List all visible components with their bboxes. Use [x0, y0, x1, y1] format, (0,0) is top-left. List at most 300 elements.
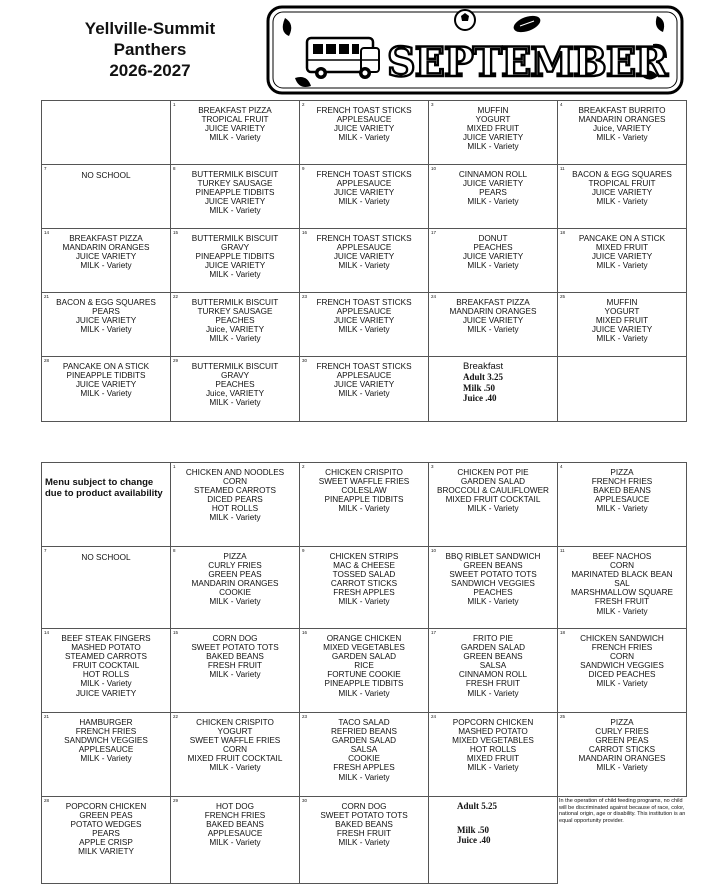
day-cell: [558, 629, 687, 713]
menu-item: POPCORN CHICKEN: [452, 718, 534, 727]
menu-item: APPLESAUCE: [207, 829, 263, 839]
menu-item: MILK - Variety: [209, 334, 261, 344]
menu-items: [300, 713, 428, 782]
menu-items: [558, 165, 686, 206]
day-cell: [171, 547, 300, 629]
day-cell: [300, 629, 429, 713]
menu-item: MILK - Variety: [596, 133, 648, 143]
day-cell: [171, 293, 300, 357]
nondiscrimination-statement: In the operation of child feeding programs, no child will be discriminated against because of race, color, national origin, age or disability. This institution is an equal opportunity provider.: [559, 798, 691, 824]
menu-item: MANDARIN ORANGES: [62, 243, 150, 253]
day-number: 15: [173, 630, 179, 635]
day-cell: [429, 463, 558, 547]
menu-item: BUTTERMILK BISCUIT: [191, 298, 279, 307]
lunch-calendar: [41, 462, 687, 884]
menu-item: MILK - Variety: [338, 389, 390, 399]
day-cell: [558, 293, 687, 357]
menu-item: GREEN PEAS: [595, 736, 649, 746]
menu-item: PEARS: [479, 188, 507, 198]
school-bus-icon: [307, 38, 379, 79]
menu-item: MIXED VEGETABLES: [323, 643, 405, 653]
menu-item: Juice, VARIETY: [592, 124, 652, 134]
menu-items: [42, 547, 170, 562]
menu-item: FRENCH FRIES: [204, 811, 266, 821]
menu-item: BBQ RIBLET SANDWICH: [445, 552, 541, 561]
menu-item: MILK - Variety: [467, 325, 519, 335]
menu-item: CORN: [222, 477, 248, 487]
school-heading: [60, 18, 240, 81]
menu-items: [42, 229, 170, 270]
menu-item: JUICE VARIETY: [462, 252, 524, 262]
day-cell: [429, 797, 558, 884]
menu-item: SWEET WAFFLE FRIES: [189, 736, 281, 746]
menu-item: FRESH FRUIT: [465, 679, 521, 689]
menu-item: BAKED BEANS: [206, 820, 264, 830]
menu-items: [171, 629, 299, 679]
menu-item: FRENCH FRIES: [591, 477, 653, 487]
menu-item: YOGURT: [475, 115, 511, 125]
menu-item: TACO SALAD: [338, 718, 390, 727]
day-number: 4: [560, 102, 563, 107]
menu-items: [42, 797, 170, 857]
day-cell: [558, 547, 687, 629]
menu-item: JUICE VARIETY: [333, 316, 395, 326]
menu-item: MILK - Variety: [596, 261, 648, 271]
menu-item: JUICE VARIETY: [462, 316, 524, 326]
menu-item: MILK - Variety: [338, 504, 390, 514]
menu-item: BEEF NACHOS: [592, 552, 652, 561]
menu-item: JUICE VARIETY: [462, 133, 524, 143]
menu-item: FRESH FRUIT: [207, 661, 263, 671]
menu-item: Juice, VARIETY: [205, 389, 265, 399]
day-cell: [558, 797, 687, 884]
day-cell: [171, 463, 300, 547]
menu-items: [171, 101, 299, 142]
menu-items: [300, 463, 428, 513]
menu-item: MILK VARIETY: [78, 847, 134, 857]
day-number: 10: [431, 548, 437, 553]
day-number: 29: [173, 358, 179, 363]
menu-items: [171, 229, 299, 279]
menu-items: [558, 629, 686, 689]
menu-item: GREEN PEAS: [79, 811, 133, 821]
menu-item: BACON & EGG SQUARES: [572, 170, 672, 179]
menu-item: PINEAPPLE TIDBITS: [324, 679, 404, 689]
menu-item: DICED PEACHES: [588, 670, 656, 680]
menu-item: JUICE VARIETY: [204, 261, 266, 271]
day-cell: [42, 713, 171, 797]
menu-item: PEACHES: [473, 588, 513, 598]
menu-items: [42, 357, 170, 398]
week-row: [42, 165, 687, 229]
menu-item: STEAMED CARROTS: [194, 486, 276, 496]
month-title: SEPTEMBER: [387, 39, 669, 86]
day-number: 2: [302, 102, 305, 107]
menu-item: FRESH APPLES: [333, 763, 395, 773]
menu-item: MILK - Variety: [338, 688, 390, 698]
day-number: 11: [560, 166, 565, 171]
day-number: 9: [302, 166, 305, 171]
menu-items: [171, 797, 299, 847]
day-cell: [42, 629, 171, 713]
menu-item: BREAKFAST PIZZA: [198, 106, 272, 115]
menu-item: SWEET WAFFLE FRIES: [318, 477, 410, 487]
day-number: 18: [560, 630, 566, 635]
day-number: 8: [173, 548, 176, 553]
menu-item: PIZZA: [610, 468, 634, 477]
menu-item: FRENCH FRIES: [75, 727, 137, 737]
menu-item: HOT ROLLS: [469, 745, 517, 755]
menu-item: CHICKEN CRISPITO: [325, 468, 403, 477]
menu-item: MILK - Variety: [596, 606, 648, 616]
menu-item: MILK - Variety: [467, 261, 519, 271]
day-number: 23: [302, 294, 308, 299]
menu-item: CORN DOG: [212, 634, 258, 643]
day-cell: [171, 797, 300, 884]
day-cell: [300, 165, 429, 229]
day-number: 28: [44, 798, 50, 803]
menu-item: GREEN BEANS: [463, 561, 523, 571]
menu-item: APPLESAUCE: [336, 243, 392, 253]
menu-items: [42, 293, 170, 334]
menu-item: NO SCHOOL: [81, 171, 131, 180]
week-row: [42, 797, 687, 884]
menu-item: BEEF STEAK FINGERS: [61, 634, 151, 643]
menu-item: CHICKEN POT PIE: [457, 468, 529, 477]
menu-item: TOSSED SALAD: [332, 570, 396, 580]
menu-item: REFRIED BEANS: [331, 727, 397, 737]
menu-items: [300, 797, 428, 847]
menu-item: YOGURT: [217, 727, 253, 737]
menu-item: APPLESAUCE: [336, 179, 392, 189]
menu-item: MILK - Variety: [209, 838, 261, 848]
menu-items: [558, 357, 686, 362]
menu-item: MILK - Variety: [209, 270, 261, 280]
menu-item: MILK - Variety: [467, 763, 519, 773]
menu-item: PINEAPPLE TIDBITS: [195, 252, 275, 262]
menu-item: APPLESAUCE: [336, 115, 392, 125]
price-line: Milk .50: [463, 382, 496, 393]
menu-item: APPLESAUCE: [78, 745, 134, 755]
menu-item: GREEN PEAS: [208, 570, 262, 580]
menu-item: MARINATED BLACK BEAN: [571, 570, 673, 580]
menu-item: PEACHES: [215, 316, 255, 326]
menu-item: MILK - Variety: [596, 763, 648, 773]
day-cell: [429, 229, 558, 293]
menu-item: CORN DOG: [341, 802, 387, 811]
menu-item: BAKED BEANS: [335, 820, 393, 830]
menu-item: MILK - Variety: [467, 197, 519, 207]
soccer-ball-icon: [455, 10, 475, 30]
menu-item: MILK - Variety: [209, 670, 261, 680]
menu-item: APPLESAUCE: [594, 495, 650, 505]
menu-item: MILK - Variety: [338, 597, 390, 607]
menu-item: CHICKEN AND NOODLES: [185, 468, 285, 477]
day-cell: [300, 463, 429, 547]
menu-items: [171, 293, 299, 343]
menu-item: MILK - Variety: [80, 261, 132, 271]
day-number: 21: [44, 294, 50, 299]
day-cell: [300, 293, 429, 357]
menu-item: MANDARIN ORANGES: [578, 115, 666, 125]
day-number: 3: [431, 464, 434, 469]
day-cell: [429, 629, 558, 713]
day-number: 24: [431, 714, 437, 719]
menu-item: CORN: [609, 561, 635, 571]
menu-item: JUICE VARIETY: [591, 325, 653, 335]
menu-item: JUICE VARIETY: [204, 124, 266, 134]
day-number: 30: [302, 798, 308, 803]
week-row: [42, 629, 687, 713]
menu-item: MILK - Variety: [596, 679, 648, 689]
day-number: 7: [44, 166, 47, 171]
menu-item: MILK - Variety: [467, 142, 519, 152]
menu-item: ORANGE CHICKEN: [326, 634, 402, 643]
price-line: Juice .40: [457, 835, 491, 845]
day-cell: [42, 463, 171, 547]
menu-item: JUICE VARIETY: [462, 179, 524, 189]
menu-item: CORN: [222, 745, 248, 755]
menu-item: MUFFIN: [477, 106, 509, 115]
menu-item: BAKED BEANS: [593, 486, 651, 496]
menu-item: MILK - Variety: [80, 679, 132, 689]
menu-item: JUICE VARIETY: [75, 252, 137, 262]
menu-item: GARDEN SALAD: [331, 736, 397, 746]
menu-items: [429, 165, 557, 206]
menu-item: PINEAPPLE TIDBITS: [324, 495, 404, 505]
menu-item: STEAMED CARROTS: [65, 652, 147, 662]
menu-item: BAKED BEANS: [206, 652, 264, 662]
day-cell: [300, 357, 429, 422]
menu-item: JUICE VARIETY: [591, 188, 653, 198]
day-cell: [42, 293, 171, 357]
week-row: [42, 547, 687, 629]
menu-item: MIXED VEGETABLES: [452, 736, 534, 746]
menu-item: CARROT STICKS: [330, 579, 398, 589]
day-number: 25: [560, 294, 566, 299]
menu-items: [429, 713, 557, 773]
day-cell: [42, 357, 171, 422]
menu-item: MILK - Variety: [80, 325, 132, 335]
menu-item: MILK - Variety: [338, 772, 390, 782]
day-number: 17: [431, 230, 437, 235]
day-number: 7: [44, 548, 47, 553]
day-cell: [42, 797, 171, 884]
menu-item: SWEET POTATO TOTS: [320, 811, 408, 821]
menu-item: HOT ROLLS: [211, 504, 259, 514]
menu-item: PEACHES: [473, 243, 513, 253]
menu-item: TROPICAL FRUIT: [201, 115, 269, 125]
menu-items: [429, 101, 557, 151]
day-number: 18: [560, 230, 566, 235]
menu-item: COLESLAW: [341, 486, 387, 496]
menu-items: [171, 547, 299, 607]
week-row: [42, 101, 687, 165]
menu-item: APPLESAUCE: [336, 307, 392, 317]
price-heading: Breakfast: [463, 361, 504, 372]
menu-item: PINEAPPLE TIDBITS: [66, 371, 146, 381]
menu-items: [558, 101, 686, 142]
menu-items: [300, 547, 428, 607]
week-row: [42, 463, 687, 547]
menu-item: JUICE VARIETY: [333, 188, 395, 198]
menu-item: PIZZA: [223, 552, 247, 561]
day-cell: [429, 101, 558, 165]
day-cell: [429, 713, 558, 797]
day-cell: [171, 629, 300, 713]
menu-item: GARDEN SALAD: [460, 643, 526, 653]
menu-item: GRAVY: [220, 243, 250, 253]
menu-items: [558, 463, 686, 513]
menu-item: MANDARIN ORANGES: [449, 307, 537, 317]
menu-item: BUTTERMILK BISCUIT: [191, 234, 279, 243]
school-mascot: Panthers: [113, 40, 187, 59]
day-cell: [558, 357, 687, 422]
menu-item: MILK - Variety: [596, 197, 648, 207]
menu-item: HAMBURGER: [79, 718, 133, 727]
menu-item: FRENCH TOAST STICKS: [316, 170, 412, 179]
menu-items: [300, 357, 428, 398]
menu-item: MASHED POTATO: [71, 643, 141, 653]
lunch-prices: [429, 797, 557, 846]
day-number: 30: [302, 358, 308, 363]
day-number: 23: [302, 714, 308, 719]
day-cell: [300, 101, 429, 165]
menu-item: DONUT: [478, 234, 508, 243]
menu-items: [171, 357, 299, 407]
day-number: 14: [44, 230, 50, 235]
menu-item: MILK - Variety: [209, 763, 261, 773]
day-cell: [558, 165, 687, 229]
menu-item: TURKEY SAUSAGE: [197, 179, 273, 189]
menu-item: DICED PEARS: [207, 495, 263, 505]
day-cell: [558, 229, 687, 293]
menu-items: [300, 165, 428, 206]
menu-item: PEARS: [92, 307, 120, 317]
day-number: 15: [173, 230, 179, 235]
school-year: 2026-2027: [109, 61, 191, 80]
menu-item: MILK - Variety: [467, 688, 519, 698]
menu-item: BREAKFAST BURRITO: [578, 106, 666, 115]
menu-change-note: Menu subject to change due to product availability: [45, 477, 163, 499]
menu-item: COOKIE: [219, 588, 251, 598]
breakfast-prices: [429, 357, 557, 404]
day-number: 11: [560, 548, 565, 553]
menu-item: MILK - Variety: [338, 838, 390, 848]
menu-items: [558, 293, 686, 343]
day-cell: [171, 229, 300, 293]
menu-item: CINNAMON ROLL: [458, 170, 528, 179]
menu-item: JUICE VARIETY: [591, 252, 653, 262]
menu-item: MILK - Variety: [209, 133, 261, 143]
day-cell: [42, 101, 171, 165]
menu-item: GARDEN SALAD: [460, 477, 526, 487]
menu-item: SANDWICH VEGGIES: [580, 661, 664, 671]
menu-item: BROCCOLI & CAULIFLOWER: [437, 486, 549, 496]
menu-item: POPCORN CHICKEN: [65, 802, 147, 811]
menu-item: FRENCH TOAST STICKS: [316, 362, 412, 371]
menu-item: CHICKEN SANDWICH: [580, 634, 664, 643]
menu-item: CHICKEN STRIPS: [329, 552, 399, 561]
menu-item: SANDWICH VEGGIES: [451, 579, 535, 589]
menu-item: SWEET POTATO TOTS: [449, 570, 537, 580]
menu-item: APPLESAUCE: [336, 371, 392, 381]
menu-item: MIXED FRUIT COCKTAIL: [445, 495, 541, 505]
day-cell: [429, 165, 558, 229]
menu-item: SAL: [614, 579, 630, 589]
day-cell: [42, 229, 171, 293]
day-cell: [558, 713, 687, 797]
menu-item: MILK - Variety: [209, 513, 261, 523]
menu-item: JUICE VARIETY: [333, 124, 395, 134]
menu-item: FRENCH TOAST STICKS: [316, 106, 412, 115]
menu-item: MASHED POTATO: [458, 727, 528, 737]
menu-item: MIXED FRUIT: [595, 316, 649, 326]
menu-item: PANCAKE ON A STICK: [578, 234, 666, 243]
menu-item: PEACHES: [215, 380, 255, 390]
menu-item: FRUIT COCKTAIL: [72, 661, 140, 671]
menu-item: BUTTERMILK BISCUIT: [191, 362, 279, 371]
menu-item: CURLY FRIES: [595, 727, 649, 737]
day-cell: [300, 547, 429, 629]
menu-item: MILK - Variety: [338, 261, 390, 271]
menu-items: [429, 547, 557, 607]
day-number: 22: [173, 294, 179, 299]
menu-item: BUTTERMILK BISCUIT: [191, 170, 279, 179]
day-number: 1: [173, 102, 176, 107]
day-number: 16: [302, 630, 308, 635]
day-cell: [300, 797, 429, 884]
september-banner: [265, 4, 685, 96]
menu-item: SWEET POTATO TOTS: [191, 643, 279, 653]
day-cell: [171, 713, 300, 797]
menu-item: MARSHMALLOW SQUARE: [571, 588, 673, 598]
menu-item: PIZZA: [610, 718, 634, 727]
day-number: 25: [560, 714, 566, 719]
day-cell: [558, 101, 687, 165]
day-cell: [171, 165, 300, 229]
day-cell: [429, 293, 558, 357]
day-cell: [300, 229, 429, 293]
day-number: 9: [302, 548, 305, 553]
day-number: 1: [173, 464, 176, 469]
menu-item: TROPICAL FRUIT: [588, 179, 656, 189]
price-line: Milk .50: [457, 824, 490, 835]
menu-item: FRENCH TOAST STICKS: [316, 234, 412, 243]
day-number: 8: [173, 166, 176, 171]
menu-item: COOKIE: [348, 754, 380, 764]
menu-items: [300, 293, 428, 334]
day-number: 28: [44, 358, 50, 363]
menu-item: JUICE VARIETY: [75, 380, 137, 390]
day-number: 21: [44, 714, 50, 719]
menu-item: CHICKEN CRISPITO: [196, 718, 274, 727]
menu-item: JUICE VARIETY: [333, 380, 395, 390]
menu-items: [558, 229, 686, 270]
menu-item: MILK - Variety: [80, 754, 132, 764]
menu-item: FRESH FRUIT: [336, 829, 392, 839]
menu-items: [171, 463, 299, 523]
day-cell: [300, 713, 429, 797]
menu-items: [300, 629, 428, 698]
menu-item: SALSA: [350, 745, 378, 755]
menu-item: Juice, VARIETY: [205, 325, 265, 335]
menu-item: BREAKFAST PIZZA: [69, 234, 143, 243]
menu-item: CINNAMON ROLL: [458, 670, 528, 680]
day-cell: [42, 547, 171, 629]
day-number: 2: [302, 464, 305, 469]
menu-item: SALSA: [479, 661, 507, 671]
